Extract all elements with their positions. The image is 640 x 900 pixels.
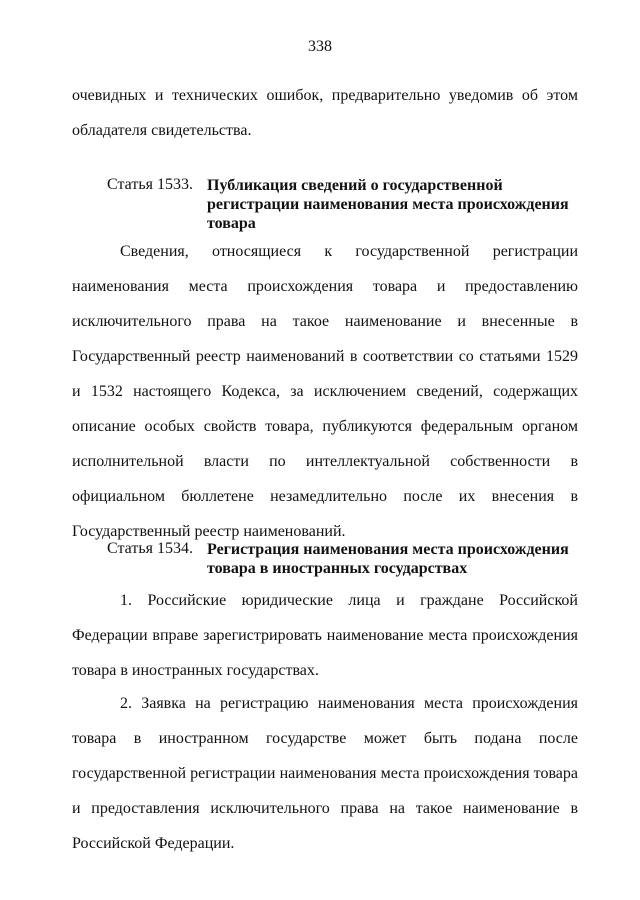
- continuation-paragraph: очевидных и технических ошибок, предварительно уведомив об этом обладателя свидетельства.: [72, 87, 578, 139]
- article-1534-paragraph-2: 2. Заявка на регистрацию наименования места происхождения товара в иностранном государстве может быть подана после государственной регистрации наименования места происхождения товара и предоставления исключительного права на такое наименование в Российской Федерации.: [72, 695, 578, 852]
- article-1534-number: Статья 1534.: [107, 540, 193, 557]
- article-1533-body: Сведения, относящиеся к государственной регистрации наименования места происхождения товара и предоставлению исключительного права на такое наименование и внесенные в Государственный реестр наименований в соответствии со статьями 1529 и 1532 настоящего Кодекса, за исключением сведений, содержащих описание особых свойств товара, публикуются федеральным органом исполнительной власти по интеллектуальной собственности в официальном бюллетене незамедлительно после их внесения в Государственный реестр наименований.: [72, 243, 578, 540]
- article-1534-title: Регистрация наименования места происхождения товара в иностранных государствах: [207, 541, 569, 577]
- page-number: 338: [308, 38, 332, 55]
- article-1533-number: Статья 1533.: [107, 176, 193, 193]
- article-1533-title: Публикация сведений о государственной регистрации наименования места происхождения товара: [207, 177, 569, 232]
- article-1534-paragraph-1: 1. Российские юридические лица и граждане Российской Федерации вправе зарегистрировать наименование места происхождения товара в иностранных государствах.: [72, 592, 578, 679]
